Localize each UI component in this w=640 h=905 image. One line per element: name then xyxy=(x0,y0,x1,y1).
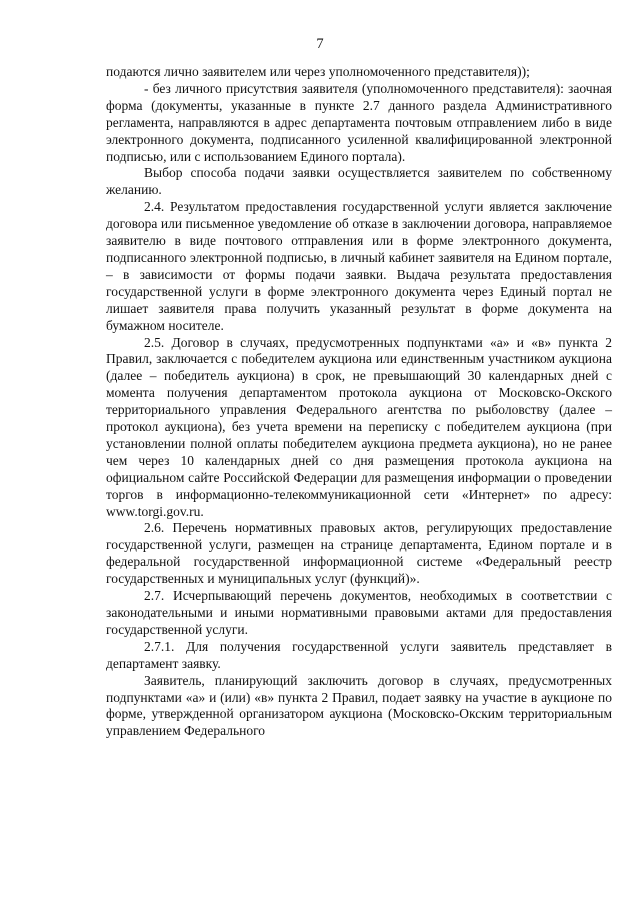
page-number: 7 xyxy=(316,36,324,52)
paragraph-2-7: 2.7. Исчерпывающий перечень документов, необходимых в соответствии с законодательными и иными нормативными правовыми актами для предоставления государственной услуги. xyxy=(106,588,612,637)
paragraph-continuation: подаются лично заявителем или через уполномоченного представителя)); xyxy=(106,64,530,79)
paragraph-2-5: 2.5. Договор в случаях, предусмотренных подпунктами «а» и «в» пункта 2 Правил, заключается с победителем аукциона или единственным участником аукциона (далее – победитель аукциона) в срок, не превышающий 30 календарных дней с момента получения департаментом протокола аукциона от Московско-Окского территориального управления Федерального агентства по рыболовству (далее – протокол аукциона), без учета времени на переписку с победителем аукциона (при установлении полной оплаты победителем аукциона предмета аукциона), но не ранее чем через 10 календарных дней со дня размещения протокола аукциона на официальном сайте Российской Федерации для размещения информации о проведении торгов в информационно-телекоммуникационной сети «Интернет» по адресу: www.torgi.gov.ru. xyxy=(106,334,612,519)
paragraph-remote-submission: - без личного присутствия заявителя (уполномоченного представителя): заочная форма (документы, указанные в пункте 2.7 данного раздела Административного регламента, направляются в адрес департамента почтовым отправлением либо в виде электронного документа, подписанного усиленной квалифицированной электронной подписью, или с использованием Единого портала). xyxy=(106,80,612,164)
paragraph-submission-choice: Выбор способа подачи заявки осуществляется заявителем по собственному желанию. xyxy=(106,165,612,198)
body-text xyxy=(106,64,612,740)
paragraph-2-6: 2.6. Перечень нормативных правовых актов, регулирующих предоставление государственной услуги, размещен на странице департамента, Едином портале и в федеральной государственной информационной системе «Федеральный реестр государственных и муниципальных услуг (функций)». xyxy=(106,520,612,587)
paragraph-2-4: 2.4. Результатом предоставления государственной услуги является заключение договора или письменное уведомление об отказе в заключении договора, направляемое заявителю в виде почтового отправления или в форме электронного документа, подписанного электронной подписью, в личный кабинет заявителя на Едином портале, – в зависимости от формы подачи заявки. Выдача результата предоставления государственной услуги в форме электронного документа через Единый портал не лишает заявителя права получить указанный результат в форме документа на бумажном носителе. xyxy=(106,199,612,333)
paragraph-applicant: Заявитель, планирующий заключить договор в случаях, предусмотренных подпунктами «а» и (или) «в» пункта 2 Правил, подает заявку на участие в аукционе по форме, утвержденной организатором аукциона (Московско-Окским территориальным управлением Федерального xyxy=(106,672,612,739)
paragraph-2-7-1: 2.7.1. Для получения государственной услуги заявитель представляет в департамент заявку. xyxy=(106,638,612,671)
